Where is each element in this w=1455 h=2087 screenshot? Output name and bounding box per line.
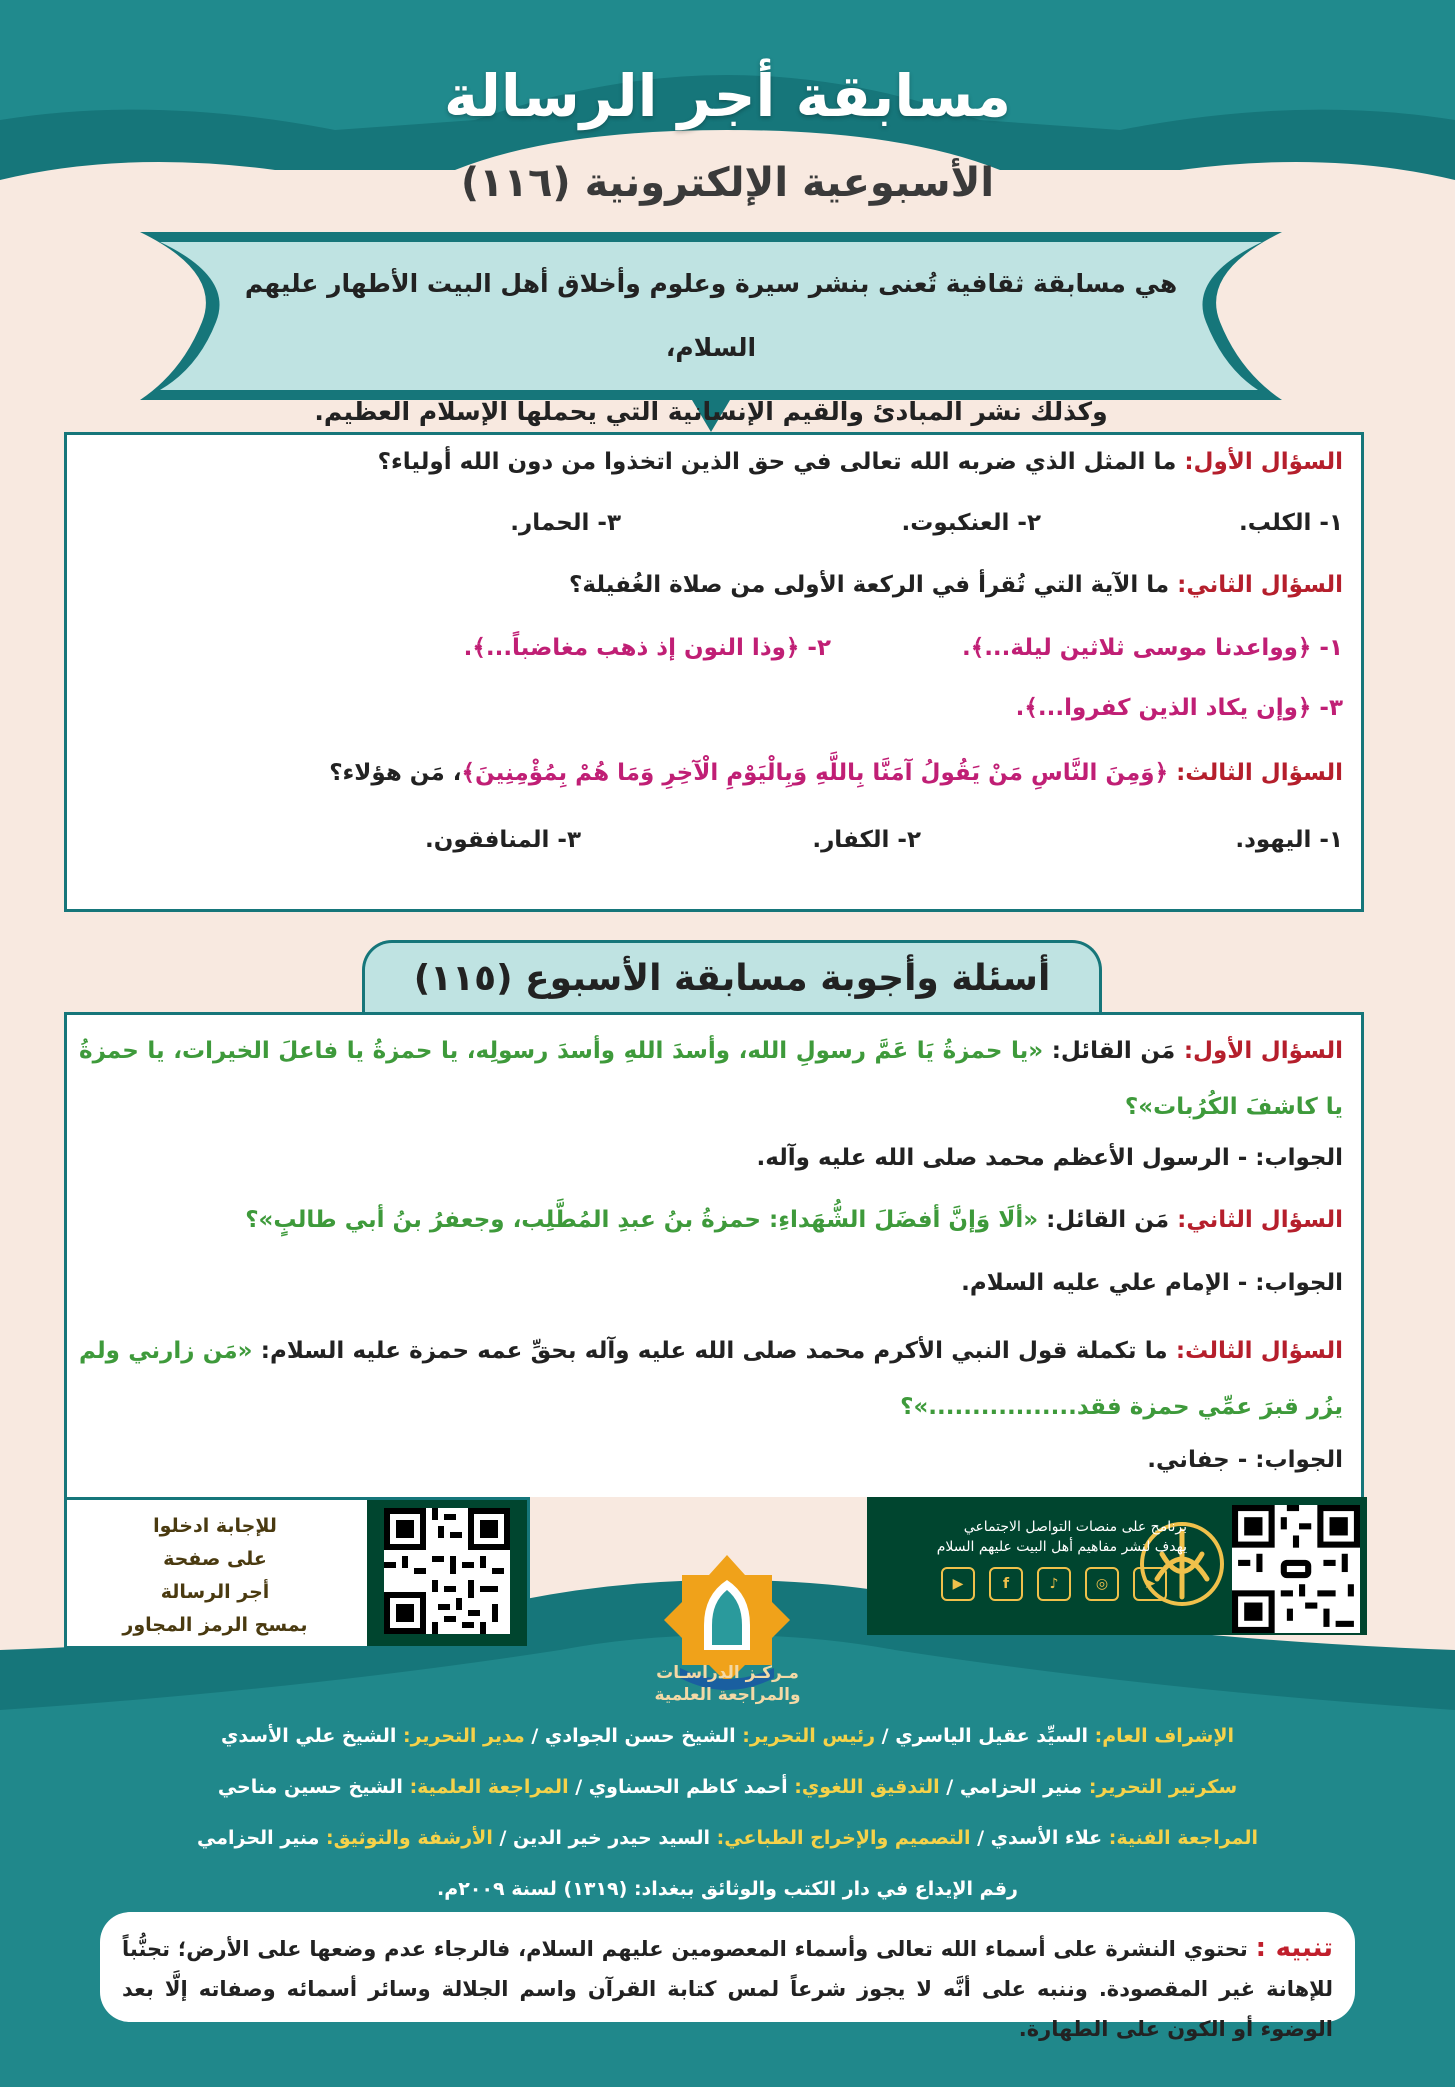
q3-option-2: ٢- الكفار. [812, 827, 921, 853]
prev-question-1-quote: «يا حمزةُ يَا عَمَّ رسولِ الله، وأسدَ اللهِ وأسدَ رسولِه، يا حمزةُ يا فاعلَ الخيرات، يا حمزةُ يا كاشفَ الكُرُبات»؟ [79, 1038, 1343, 1120]
current-quiz-box [64, 432, 1364, 912]
prev-answer-1-label: الجواب: [1255, 1145, 1343, 1171]
credit-secretary-value: منير الحزامي / [939, 1776, 1089, 1798]
prev-answer-3-text: - جفاني. [1147, 1447, 1248, 1473]
prev-question-2-prefix: مَن القائل: [1046, 1207, 1170, 1233]
intro-text [210, 252, 1212, 444]
prev-question-1-label: السؤال الأول: [1183, 1038, 1343, 1064]
credit-technical-review-label: المراجعة الفنية: [1108, 1827, 1258, 1849]
credit-proofreading-label: التدقيق اللغوي: [794, 1776, 940, 1798]
social-icons [941, 1567, 1167, 1601]
prev-question-3 [79, 1323, 1343, 1435]
page-subtitle: الأسبوعية الإلكترونية (١١٦) [460, 160, 995, 206]
q1-option-2: ٢- العنكبوت. [901, 510, 1041, 536]
q1-option-3: ٣- الحمار. [510, 510, 621, 536]
telegram-icon[interactable]: ➤ [1133, 1567, 1167, 1601]
prev-answer-1-text: - الرسول الأعظم محمد صلى الله عليه وآله. [756, 1145, 1248, 1171]
question-3-label: السؤال الثالث: [1176, 760, 1343, 786]
qr-answer-panel [64, 1497, 530, 1649]
youtube-icon[interactable]: ▶ [941, 1567, 975, 1601]
prev-answer-3 [1147, 1447, 1343, 1473]
credit-archiving-value: منير الحزامي [197, 1827, 326, 1849]
qr-instructions-line-3: أجر الرسالة [160, 1581, 270, 1603]
credit-editor-in-chief-label: رئيس التحرير: [742, 1725, 876, 1747]
question-2-label: السؤال الثاني: [1177, 572, 1343, 598]
intro-line-2: وكذلك نشر المبادئ والقيم الإنسانية التي يحملها الإسلام العظيم. [314, 397, 1108, 426]
facebook-icon[interactable]: f [989, 1567, 1023, 1601]
social-description-line-2: يهدف لنشر مفاهيم أهل البيت عليهم السلام [936, 1539, 1187, 1555]
intro-line-1: هي مسابقة ثقافية تُعنى بنشر سيرة وعلوم وأخلاق أهل البيت الأطهار عليهم السلام، [244, 269, 1178, 362]
qr-instructions-line-4: بمسح الرمز المجاور [122, 1614, 308, 1636]
q3-option-3: ٣- المنافقون. [425, 827, 581, 853]
prev-question-2-quote: «ألَا وَإنَّ أفضَلَ الشُّهَداءِ: حمزةُ بنُ عبدِ المُطَّلِب، وجعفرُ بنُ أبي طالبٍ»؟ [245, 1207, 1039, 1233]
question-3-text: ، مَن هؤلاء؟ [329, 760, 462, 786]
q3-option-1: ١- اليهود. [1235, 827, 1343, 853]
center-logo-text [620, 1662, 835, 1706]
credit-technical-review-value: علاء الأسدي / [970, 1827, 1109, 1849]
qr-instructions-line-2: على صفحة [163, 1548, 267, 1570]
credit-proofreading-value: أحمد كاظم الحسناوي / [568, 1776, 795, 1798]
credits-row-3 [0, 1827, 1455, 1849]
question-1 [378, 449, 1343, 475]
q1-option-1: ١- الكلب. [1239, 510, 1343, 536]
notice-box [100, 1912, 1355, 2041]
prev-answer-2-label: الجواب: [1255, 1270, 1343, 1296]
question-3 [329, 760, 1343, 786]
credit-design-value: السيد حيدر خير الدين / [492, 1827, 717, 1849]
deposit-number: رقم الإيداع في دار الكتب والوثائق ببغداد: (١٣١٩) لسنة ٢٠٠٩م. [437, 1878, 1018, 1900]
qr-instructions [67, 1510, 363, 1642]
q2-option-2: ٢- ﴿وذا النون إذ ذهب مغاضباً...﴾. [463, 635, 831, 661]
prev-question-1 [79, 1023, 1343, 1135]
credit-general-supervision-label: الإشراف العام: [1094, 1725, 1234, 1747]
qr-instructions-line-1: للإجابة ادخلوا [153, 1515, 277, 1537]
prev-question-3-label: السؤال الثالث: [1175, 1338, 1343, 1364]
social-media-panel [867, 1497, 1367, 1635]
prev-question-2 [245, 1207, 1343, 1233]
prev-answer-1 [756, 1145, 1343, 1171]
question-1-label: السؤال الأول: [1184, 449, 1343, 475]
prev-answer-2 [961, 1270, 1343, 1296]
credit-scientific-review-label: المراجعة العلمية: [409, 1776, 569, 1798]
tiktok-icon[interactable]: ♪ [1037, 1567, 1071, 1601]
question-1-text: ما المثل الذي ضربه الله تعالى في حق الذين اتخذوا من دون الله أولياء؟ [377, 449, 1177, 475]
credit-design-label: التصميم والإخراج الطباعي: [716, 1827, 971, 1849]
credit-general-supervision-value: السيِّد عقيل الياسري / [875, 1725, 1095, 1747]
prev-answer-2-text: - الإمام علي عليه السلام. [961, 1270, 1248, 1296]
previous-quiz-box [64, 1012, 1364, 1497]
instagram-icon[interactable]: ◎ [1085, 1567, 1119, 1601]
prev-question-3-quote: «مَن زارني ولم يزُر قبرَ عمِّي حمزة فقد.................»؟ [79, 1338, 1343, 1420]
credit-managing-editor-value: الشيخ علي الأسدي [221, 1725, 403, 1747]
credit-editor-in-chief-value: الشيخ حسن الجوادي / [524, 1725, 743, 1747]
notice-body: تحتوي النشرة على أسماء الله تعالى وأسماء المعصومين عليهم السلام، فالرجاء عدم وضعها على الأرض؛ تجنُّباً للإهانة غير المقصودة. وننبه على أنَّه لا يجوز شرعاً لمس كتابة القرآن واسم الجلالة وسائر أسمائه وصفاته إلَّا بعد الوضوء أو الكون على الطهارة. [122, 1937, 1333, 2041]
social-description-line-1: برنامج على منصات التواصل الاجتماعي [963, 1519, 1187, 1535]
prev-answer-3-label: الجواب: [1255, 1447, 1343, 1473]
credit-secretary-label: سكرتير التحرير: [1088, 1776, 1238, 1798]
answers-banner: أسئلة وأجوبة مسابقة الأسبوع (١١٥) [362, 940, 1102, 1012]
prev-question-1-prefix: مَن القائل: [1051, 1038, 1176, 1064]
page-title: مسابقة أجر الرسالة [443, 62, 1012, 130]
question-3-ayah: ﴿وَمِنَ النَّاسِ مَنْ يَقُولُ آمَنَّا بِاللَّهِ وَبِالْيَوْمِ الْآخِرِ وَمَا هُمْ بِمُؤْمِنِينَ﴾ [461, 760, 1169, 786]
center-logo-line-2: والمراجعة العلمية [654, 1685, 801, 1705]
qr-dark-panel [367, 1500, 527, 1646]
prev-question-3-prefix: ما تكملة قول النبي الأكرم محمد صلى الله عليه وآله بحقِّ عمه حمزة عليه السلام: [260, 1338, 1168, 1364]
credits-row-2 [0, 1776, 1455, 1798]
credit-scientific-review-value: الشيخ حسين مناحي [217, 1776, 410, 1798]
credit-archiving-label: الأرشفة والتوثيق: [326, 1827, 493, 1849]
prev-question-2-label: السؤال الثاني: [1177, 1207, 1343, 1233]
answer-qr-code[interactable] [384, 1508, 510, 1634]
q2-option-1: ١- ﴿وواعدنا موسى ثلاثين ليلة...﴾. [961, 635, 1343, 661]
center-logo-line-1: مـركـز الدراسـات [656, 1663, 799, 1683]
credit-managing-editor-label: مدير التحرير: [402, 1725, 525, 1747]
question-2-text: ما الآية التي تُقرأ في الركعة الأولى من صلاة الغُفيلة؟ [569, 572, 1170, 598]
social-description [927, 1517, 1187, 1557]
credits-row-1 [0, 1725, 1455, 1747]
question-2 [569, 572, 1343, 598]
notice-text [122, 1928, 1333, 2049]
notice-label: تنبيه : [1255, 1933, 1333, 1963]
social-qr-code[interactable] [1232, 1505, 1360, 1633]
intro-box [140, 232, 1282, 426]
q2-option-3: ٣- ﴿وإن يكاد الذين كفروا...﴾. [1015, 695, 1343, 721]
